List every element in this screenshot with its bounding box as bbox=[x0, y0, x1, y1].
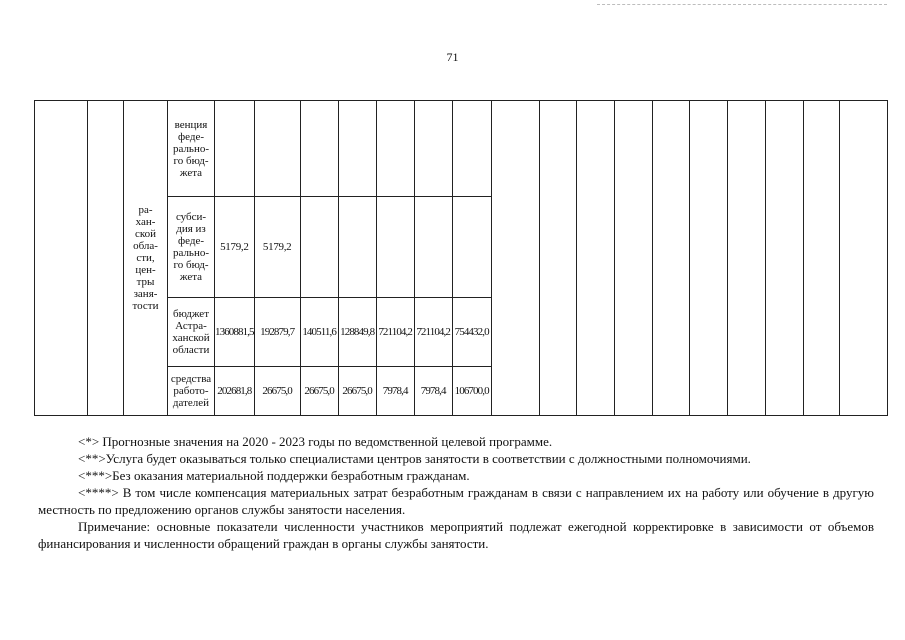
group-label-cell bbox=[124, 101, 168, 416]
value-cell: 202681,8 bbox=[215, 367, 255, 416]
value-cell: 26675,0 bbox=[338, 367, 376, 416]
value-cell bbox=[452, 101, 491, 197]
empty-cell bbox=[576, 101, 614, 416]
value-cell: 721104,2 bbox=[376, 298, 414, 367]
page-number: 71 bbox=[446, 50, 459, 64]
value-cell bbox=[215, 101, 255, 197]
empty-cell bbox=[839, 101, 887, 416]
top-edge-line bbox=[597, 4, 887, 5]
value-cell bbox=[338, 197, 376, 298]
value-cell bbox=[300, 101, 338, 197]
value-cell bbox=[452, 197, 491, 298]
value-cell: 26675,0 bbox=[254, 367, 300, 416]
value-cell bbox=[376, 197, 414, 298]
value-cell: 5179,2 bbox=[215, 197, 255, 298]
value-cell: 106700,0 bbox=[452, 367, 491, 416]
empty-cell bbox=[539, 101, 576, 416]
value-cell: 26675,0 bbox=[300, 367, 338, 416]
empty-cell bbox=[727, 101, 765, 416]
empty-cell bbox=[652, 101, 689, 416]
value-cell: 754432,0 bbox=[452, 298, 491, 367]
footnote: <*> Прогнозные значения на 2020 - 2023 годы по ведомственной целевой программе. bbox=[78, 434, 553, 449]
value-cell bbox=[414, 101, 452, 197]
value-cell: 1360881,5 bbox=[215, 298, 255, 367]
value-cell bbox=[338, 101, 376, 197]
value-cell: 7978,4 bbox=[376, 367, 414, 416]
value-cell: 7978,4 bbox=[414, 367, 452, 416]
budget-table bbox=[34, 100, 888, 416]
value-cell bbox=[254, 101, 300, 197]
value-cell: 192879,7 bbox=[254, 298, 300, 367]
row-label: бюджет Астра- ханской области bbox=[172, 308, 210, 356]
value-cell: 5179,2 bbox=[254, 197, 300, 298]
row-label-cell bbox=[168, 367, 215, 416]
row-label-cell bbox=[168, 298, 215, 367]
row-label: средства работо- дателей bbox=[170, 373, 212, 409]
value-cell bbox=[376, 101, 414, 197]
empty-cell bbox=[765, 101, 803, 416]
footnote: <**>Услуга будет оказываться только специалистами центров занятости в соответствии с должностными полномочиями. bbox=[78, 451, 751, 466]
empty-cell bbox=[35, 101, 88, 416]
footnote: <***>Без оказания материальной поддержки безработным гражданам. bbox=[78, 468, 470, 483]
value-cell: 721104,2 bbox=[414, 298, 452, 367]
empty-cell bbox=[88, 101, 124, 416]
footnotes bbox=[38, 433, 874, 552]
row-label-cell bbox=[168, 101, 215, 197]
empty-cell bbox=[803, 101, 839, 416]
group-label: ра- хан- ской обла- сти, цен- тры заня- тости bbox=[132, 204, 159, 312]
row-label: субси- дия из феде- рально- го бюд- жета bbox=[172, 211, 210, 283]
remark: Примечание: основные показатели численности участников мероприятий подлежат ежегодной корректировке в зависимости от объемов финансирования и численности обращений граждан в органы службы занятости. bbox=[38, 519, 874, 551]
row-label: венция феде- рально- го бюд- жета bbox=[172, 118, 210, 179]
value-cell bbox=[300, 197, 338, 298]
value-cell bbox=[414, 197, 452, 298]
empty-cell bbox=[491, 101, 539, 416]
table-row bbox=[35, 101, 888, 197]
value-cell: 140511,6 bbox=[300, 298, 338, 367]
value-cell: 128849,8 bbox=[338, 298, 376, 367]
empty-cell bbox=[614, 101, 652, 416]
footnote: <****> В том числе компенсация материальных затрат безработным гражданам в связи с направлением их на работу или обучение в другую местность по предложению органов службы занятости населения. bbox=[38, 485, 874, 517]
empty-cell bbox=[689, 101, 727, 416]
row-label-cell bbox=[168, 197, 215, 298]
